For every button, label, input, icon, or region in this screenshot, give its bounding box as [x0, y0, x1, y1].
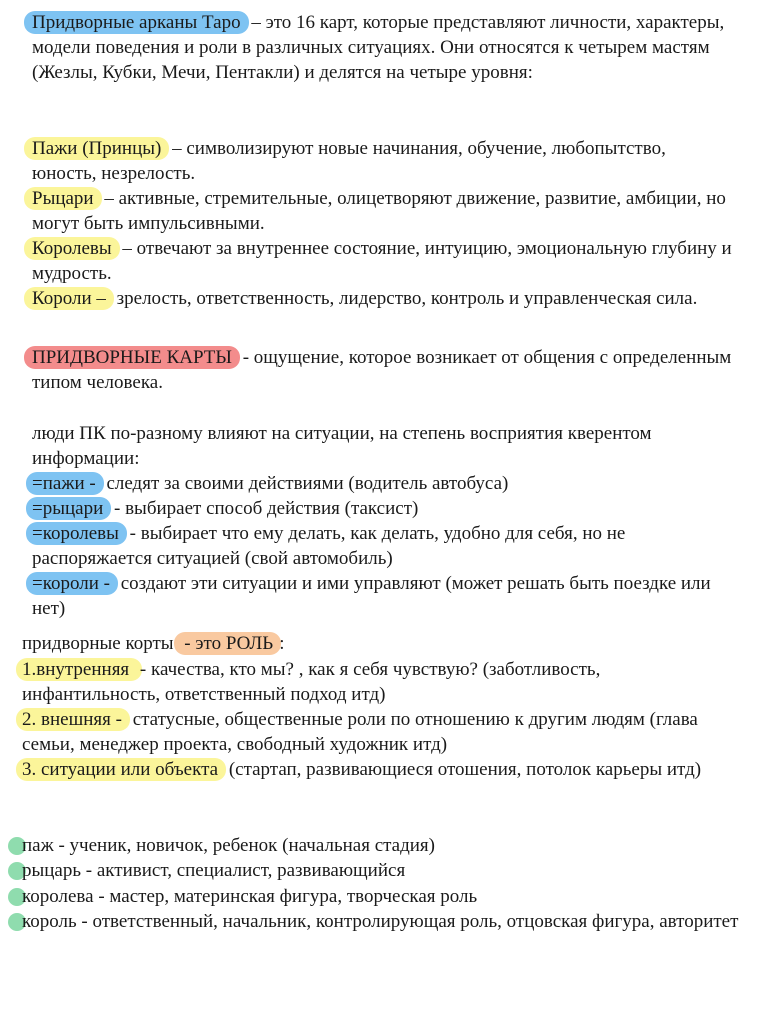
archetype-queen: королева - мастер, материнская фигура, творческая роль	[22, 886, 478, 907]
level-text: зрелость, ответственность, лидерство, контроль и управленческая сила.	[111, 288, 698, 309]
influence-intro: люди ПК по-разному влияют на ситуации, на степень восприятия кверентом информации:	[32, 423, 652, 469]
role-item-term: 1.внутренняя	[16, 658, 142, 681]
influence-term: =пажи -	[26, 472, 104, 495]
influence-text: создают эти ситуации и ими управляют (может решать быть поездке или нет)	[32, 573, 711, 619]
level-text: – активные, стремительные, олицетворяют движение, развитие, амбиции, но могут быть импульсивными.	[32, 188, 726, 234]
level-term: Короли –	[24, 287, 114, 310]
influence-item-knights	[32, 496, 732, 521]
level-kings	[32, 286, 732, 311]
role-item-text: (стартап, развивающиеся отошения, потолок карьеры итд)	[224, 759, 702, 780]
influence-text: - выбирает что ему делать, как делать, удобно для себя, но не распоряжается ситуацией (свой автомобиль)	[32, 523, 626, 569]
court-cards-text: - ощущение, которое возникает от общения с определенным типом человека.	[32, 347, 732, 393]
influence-item-kings	[32, 571, 732, 621]
influence-item-pages	[32, 471, 732, 496]
level-queens	[32, 236, 732, 286]
level-text: – символизируют новые начинания, обучение, любопытство, юность, незрелость.	[32, 138, 666, 184]
role-item-term: 3. ситуации или объекта	[16, 758, 226, 781]
role-item-text: статусные, общественные роли по отношению к другим людям (глава семьи, менеджер проекта, свободный художник итд)	[22, 709, 698, 755]
influence-item-queens	[32, 521, 732, 571]
influence-term: =короли -	[26, 572, 118, 595]
level-term: Королевы	[24, 237, 120, 260]
archetype-page: паж - ученик, новичок, ребенок (начальная стадия)	[22, 835, 435, 856]
court-cards-paragraph	[32, 345, 732, 395]
role-item-term: 2. внешняя -	[16, 708, 130, 731]
intro-paragraph	[32, 10, 732, 85]
level-knights	[32, 186, 732, 236]
court-cards-term: ПРИДВОРНЫЕ КАРТЫ	[24, 346, 240, 369]
role-item-situation	[22, 757, 742, 782]
level-term: Пажи (Принцы)	[24, 137, 169, 160]
archetype-king: король - ответственный, начальник, контролирующая роль, отцовская фигура, авторитет	[22, 911, 739, 932]
role-term: - это РОЛЬ	[174, 632, 282, 655]
role-lead: придворные корты	[22, 633, 174, 654]
level-term: Рыцари	[24, 187, 102, 210]
archetype-knight: рыцарь - активист, специалист, развивающийся	[22, 860, 406, 881]
role-heading	[22, 631, 742, 656]
level-pages	[32, 136, 732, 186]
influence-term: =королевы	[26, 522, 127, 545]
influence-term: =рыцари	[26, 497, 111, 520]
intro-text: – это 16 карт, которые представляют личности, характеры, модели поведения и роли в различных ситуациях. Они относятся к четырем мастям (Жезлы, Кубки, Мечи, Пентакли) и делятся на четыре уровня:	[32, 12, 725, 83]
role-item-internal	[22, 657, 742, 707]
role-item-text: - качества, кто мы? , как я себя чувствую? (заботливость, инфантильность, ответственный подход итд)	[22, 659, 601, 705]
influence-text: - выбирает способ действия (таксист)	[109, 498, 419, 519]
intro-term: Придворные арканы Таро	[24, 11, 249, 34]
role-colon: :	[279, 633, 285, 654]
influence-text: следят за своими действиями (водитель автобуса)	[101, 473, 509, 494]
level-text: – отвечают за внутреннее состояние, интуицию, эмоциональную глубину и мудрость.	[32, 238, 732, 284]
role-item-external	[22, 707, 742, 757]
